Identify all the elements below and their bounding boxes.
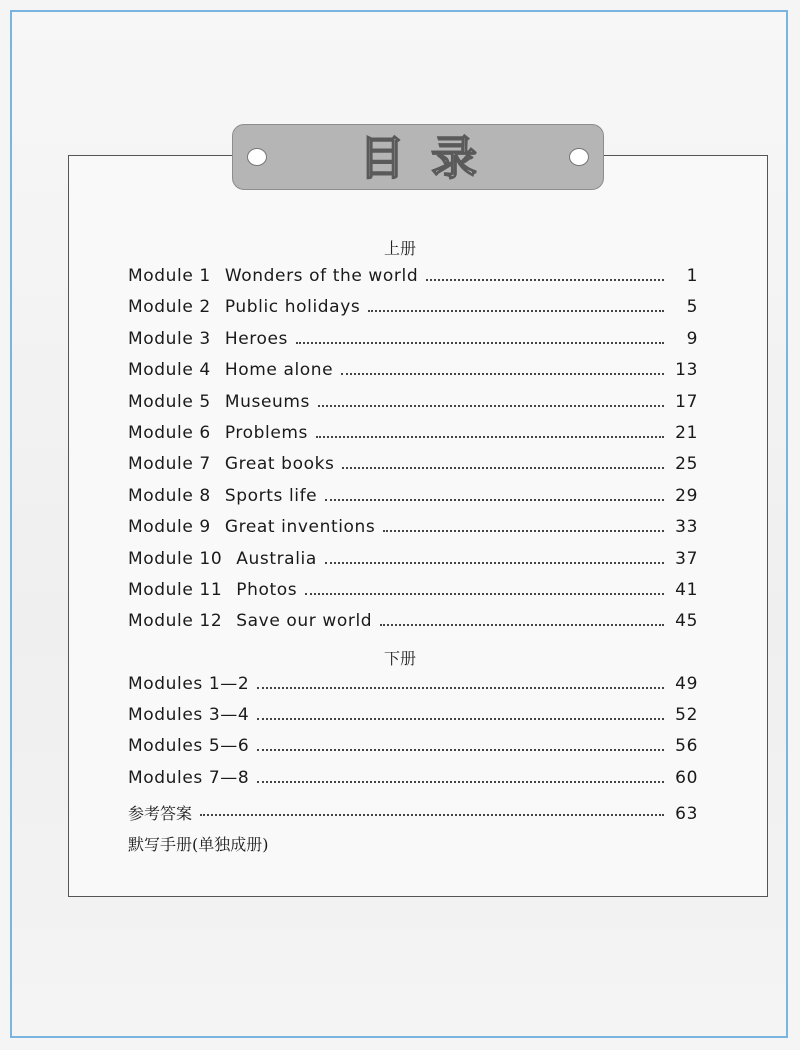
leader-dots — [200, 813, 664, 816]
module-number: Module 4 — [128, 360, 211, 381]
toc-entry-page: 45 — [675, 611, 698, 632]
toc-entry-dictation — [128, 832, 698, 856]
leader-dots — [316, 435, 664, 438]
module-title: Public holidays — [224, 297, 361, 318]
volume2-heading: 下册 — [383, 649, 416, 668]
volume1-heading: 上册 — [383, 239, 416, 258]
module-title: Great books — [224, 454, 335, 475]
toc-entry-page: 56 — [675, 736, 698, 757]
module-number: Module 2 — [128, 297, 211, 318]
module-title: Heroes — [224, 328, 289, 349]
toc-entry[interactable] — [128, 674, 698, 698]
toc-entry[interactable] — [128, 297, 698, 321]
leader-dots — [341, 372, 664, 375]
leader-dots — [318, 404, 664, 407]
module-number: Module 11 — [128, 580, 223, 600]
toc-entry-page: 9 — [686, 328, 698, 349]
module-title: Home alone — [224, 360, 334, 381]
modules-range: Modules 3—4 — [128, 705, 250, 726]
toc-entry-label: 参考答案 — [128, 804, 193, 823]
modules-range: Modules 5—6 — [128, 736, 250, 757]
leader-dots — [305, 592, 664, 595]
leader-dots — [368, 309, 664, 312]
toc-entry-page: 29 — [675, 485, 698, 506]
toc-entry[interactable] — [128, 517, 698, 541]
toc-entry-page: 21 — [675, 423, 698, 443]
toc-entry[interactable] — [128, 360, 698, 384]
module-title: Great inventions — [224, 517, 376, 538]
toc-entry-page: 49 — [675, 674, 698, 694]
toc-entry-page: 63 — [675, 804, 698, 824]
toc-entry[interactable] — [128, 392, 698, 416]
leader-dots — [383, 529, 664, 532]
module-number: Module 12 — [128, 611, 223, 632]
toc-entry[interactable] — [128, 736, 698, 760]
toc-entry-label: 默写手册(单独成册) — [128, 835, 269, 854]
module-title: Sports life — [224, 485, 318, 506]
toc-entry[interactable] — [128, 611, 698, 635]
toc-entry[interactable] — [128, 549, 698, 573]
leader-dots — [325, 498, 664, 501]
toc-entry[interactable] — [128, 486, 698, 510]
title-badge — [232, 124, 604, 190]
toc-entry-page: 37 — [675, 548, 698, 569]
module-title: Save our world — [236, 611, 373, 632]
module-title: Photos — [236, 580, 298, 600]
module-number: Module 1 — [128, 266, 211, 286]
module-number: Module 5 — [128, 391, 211, 412]
leader-dots — [257, 748, 664, 751]
toc-entry-page: 60 — [675, 767, 698, 788]
toc-entry-page: 33 — [675, 517, 698, 538]
toc-entry-page: 25 — [675, 454, 698, 475]
module-number: Module 3 — [128, 328, 211, 349]
module-number: Module 9 — [128, 517, 211, 538]
toc-entry[interactable] — [128, 329, 698, 353]
toc-entry[interactable] — [128, 768, 698, 792]
modules-range: Modules 7—8 — [128, 767, 250, 788]
module-title: Problems — [224, 423, 309, 443]
toc-entry-page: 1 — [686, 266, 698, 286]
module-number: Module 8 — [128, 485, 211, 506]
module-title: Museums — [224, 391, 310, 412]
modules-range: Modules 1—2 — [128, 674, 250, 694]
toc-entry-page: 52 — [675, 705, 698, 726]
leader-dots — [426, 278, 664, 281]
toc-entry-page: 41 — [675, 580, 698, 600]
toc-entry[interactable] — [128, 705, 698, 729]
toc-entry[interactable] — [128, 423, 698, 447]
module-number: Module 6 — [128, 423, 211, 443]
toc-entry[interactable] — [128, 580, 698, 604]
leader-dots — [257, 717, 664, 720]
leader-dots — [325, 561, 664, 564]
toc-entry-page: 5 — [686, 297, 698, 318]
module-number: Module 10 — [128, 548, 223, 569]
module-number: Module 7 — [128, 454, 211, 475]
toc-entry-page: 17 — [675, 391, 698, 412]
toc-entry[interactable] — [128, 454, 698, 478]
toc-entry-page: 13 — [675, 360, 698, 381]
leader-dots — [380, 623, 664, 626]
module-title: Australia — [236, 548, 317, 569]
toc-entry[interactable] — [128, 266, 698, 290]
module-title: Wonders of the world — [224, 266, 419, 286]
leader-dots — [342, 466, 664, 469]
leader-dots — [296, 341, 664, 344]
toc-entry-answers[interactable] — [128, 801, 698, 825]
leader-dots — [257, 780, 664, 783]
page-title: 目录 — [359, 131, 503, 185]
leader-dots — [257, 686, 664, 689]
